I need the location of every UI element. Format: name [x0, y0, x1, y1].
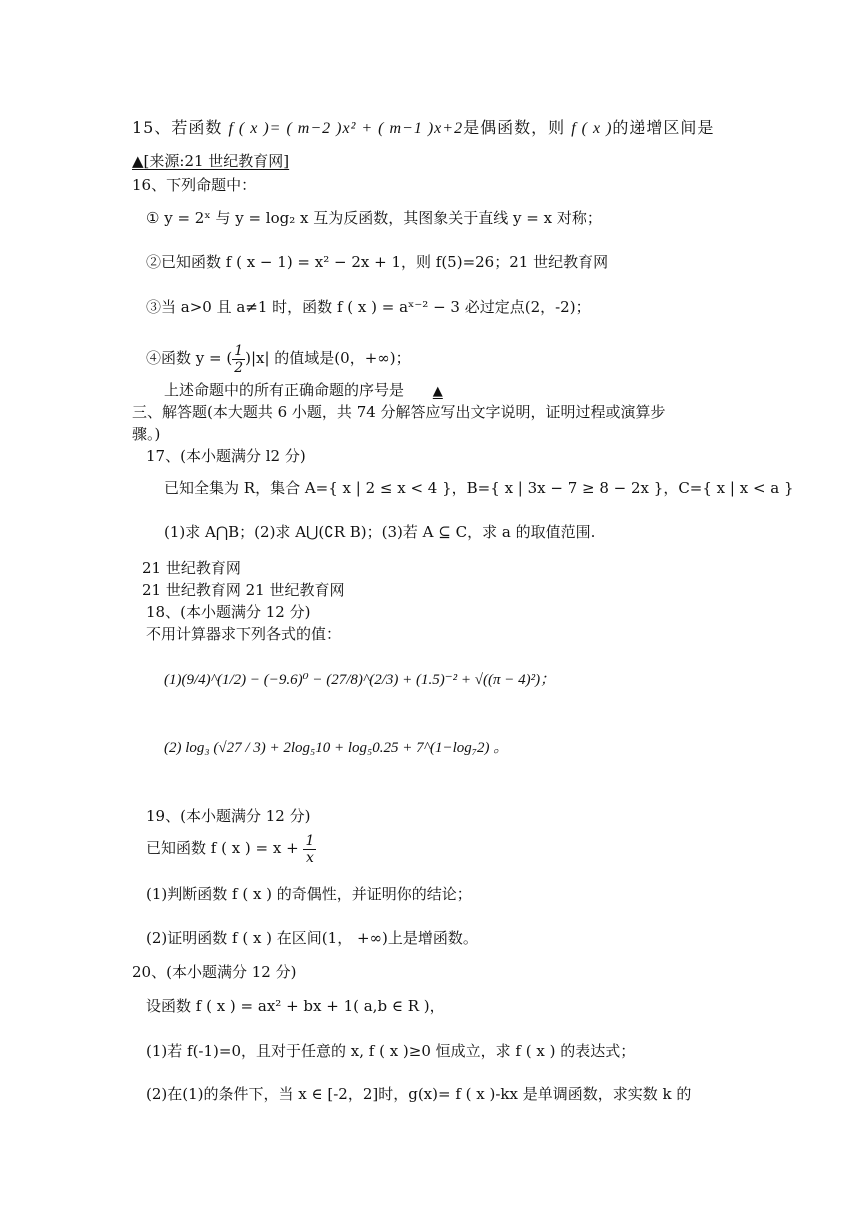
q18-expression-1: (1)(9/4)^(1/2) − (−9.6)⁰ − (27/8)^(2/3) + (1.5)⁻² + √((π − 4)²)； [164, 672, 556, 688]
q19-numerator: 1 [305, 832, 315, 849]
q16-statement-1: ① y = 2ˣ 与 y = log₂ x 互为反函数，其图象关于直线 y = x 对称； [146, 209, 602, 227]
q17-title: 17、(本小题满分 l2 分) [146, 447, 306, 465]
q20-part-1: (1)若 f(-1)=0，且对于任意的 x, f ( x )≥0 恒成立，求 f ( x ) 的表达式； [146, 1042, 636, 1060]
q20-title: 20、(本小题满分 12 分) [132, 963, 297, 981]
watermark-2: 21 世纪教育网 21 世纪教育网 [142, 581, 345, 599]
q15-fx: f ( x ) [571, 120, 613, 137]
q16-s4-denominator: 2 [234, 359, 244, 376]
q19-prefix: 已知函数 f ( x ) = x + [146, 839, 299, 857]
q15-source-text: ▲[来源:21 世纪教育网] [132, 152, 290, 170]
q15-line [132, 118, 714, 139]
q18-text: 不用计算器求下列各式的值： [146, 625, 342, 643]
section-3-heading-line-2: 骤。) [132, 425, 161, 443]
q20-part-2: (2)在(1)的条件下，当 x ∈ [-2，2]时，g(x)= f ( x )-kx 是单调函数，求实数 k 的 [146, 1085, 692, 1103]
q16-answer-blank: ▲ [432, 384, 443, 399]
q19-denominator: x [305, 849, 314, 866]
section-3-heading-line-1: 三、解答题(本大题共 6 小题，共 74 分解答应写出文字说明，证明过程或演算步 [132, 403, 666, 421]
q15-prefix: 15、若函数 [132, 118, 223, 137]
watermark-1: 21 世纪教育网 [142, 559, 241, 577]
q16-s4-numerator: 1 [234, 342, 244, 359]
q16-s4-suffix: )|x| 的值域是(0，+∞)； [245, 349, 411, 367]
q16-title: 16、下列命题中： [132, 176, 257, 194]
q16-statement-2: ②已知函数 f ( x − 1) = x² − 2x + 1，则 f(5)=26；21 世纪教育网 [146, 253, 609, 271]
q19-title: 19、(本小题满分 12 分) [146, 807, 311, 825]
q16-statement-4 [146, 340, 411, 376]
q18-expression-2: (2) log₃ (√27 / 3) + 2log₅10 + log₅0.25 + 7^(1−log₇2) 。 [164, 740, 509, 756]
q17-parts: (1)求 A⋂B；(2)求 A⋃(∁R B)；(3)若 A ⊆ C，求 a 的取值范围. [164, 523, 596, 541]
q19-text [146, 828, 316, 868]
q15-formula: f ( x )= ( m−2 )x² + ( m−1 )x+2 [228, 120, 464, 137]
q16-statement-3: ③当 a>0 且 a≠1 时，函数 f ( x ) = aˣ⁻² − 3 必过定点(2，-2)； [146, 298, 591, 316]
q19-fraction [303, 833, 316, 866]
q18-title: 18、(本小题满分 12 分) [146, 603, 311, 621]
q15-source [132, 151, 289, 171]
q19-part-1: (1)判断函数 f ( x ) 的奇偶性，并证明你的结论； [146, 885, 472, 903]
q15-suffix: 的递增区间是 [612, 118, 715, 137]
q16-answer-line [164, 380, 467, 402]
q20-text: 设函数 f ( x ) = ax² + bx + 1( a,b ∈ R )， [146, 997, 445, 1015]
q16-s4-prefix: ④函数 y = ( [146, 349, 233, 367]
q17-text: 已知全集为 R，集合 A={ x | 2 ≤ x < 4 }，B={ x | 3x − 7 ≥ 8 − 2x }，C={ x | x < a } [164, 479, 794, 497]
q16-answer-text: 上述命题中的所有正确命题的序号是 [164, 381, 405, 399]
q19-part-2: (2)证明函数 f ( x ) 在区间(1， +∞)上是增函数。 [146, 929, 478, 947]
q15-mid: 是偶函数，则 [463, 118, 566, 137]
q16-s4-fraction [232, 343, 245, 376]
